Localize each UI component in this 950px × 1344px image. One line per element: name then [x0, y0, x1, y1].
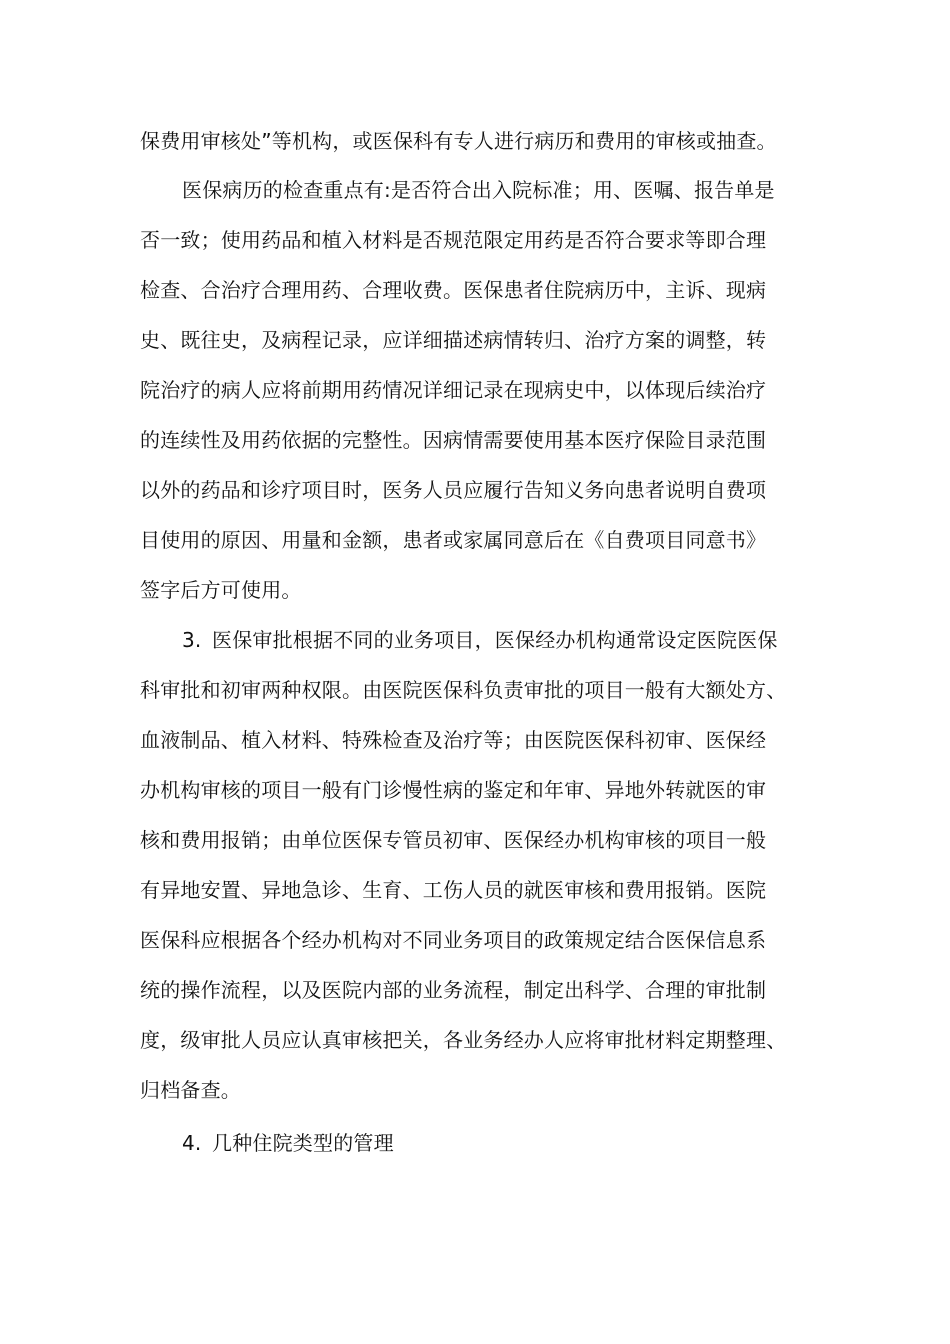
paragraph-line: 检查、合治疗合理用药、合理收费。医保患者住院病历中，主诉、现病	[140, 278, 767, 302]
list-number: 3.	[182, 628, 202, 652]
paragraph-line: 目使用的原因、用量和金额，患者或家属同意后在《自费项目同意书》	[140, 528, 767, 552]
paragraph-line: 统的操作流程，以及医院内部的业务流程，制定出科学、合理的审批制	[140, 978, 767, 1002]
paragraph-line: 签字后方可使用。	[140, 578, 302, 602]
paragraph-line: 度，级审批人员应认真审核把关，各业务经办人应将审批材料定期整理、	[140, 1028, 787, 1052]
paragraph-line: 院治疗的病人应将前期用药情况详细记录在现病史中，以体现后续治疗	[140, 378, 767, 402]
list-item-3	[182, 626, 882, 654]
paragraph-line: 的连续性及用药依据的完整性。因病情需要使用基本医疗保险目录范围	[140, 428, 767, 452]
paragraph-line: 血液制品、植入材料、特殊检查及治疗等；由医院医保科初审、医保经	[140, 728, 767, 752]
paragraph-line: 医保病历的检查重点有:是否符合出入院标准；用、医嘱、报告单是	[182, 178, 775, 202]
section-heading: 几种住院类型的管理	[212, 1131, 394, 1155]
paragraph-line: 否一致；使用药品和植入材料是否规范限定用药是否符合要求等即合理	[140, 228, 767, 252]
paragraph-line: 以外的药品和诊疗项目时，医务人员应履行告知义务向患者说明自费项	[140, 478, 767, 502]
paragraph-line: 归档备查。	[140, 1078, 241, 1102]
paragraph-line: 核和费用报销；由单位医保专管员初审、医保经办机构审核的项目一般	[140, 828, 767, 852]
paragraph-line: 有异地安置、异地急诊、生育、工伤人员的就医审核和费用报销。医院	[140, 878, 767, 902]
paragraph-line: 医保科应根据各个经办机构对不同业务项目的政策规定结合医保信息系	[140, 928, 767, 952]
paragraph-line: 保费用审核处”等机构，或医保科有专人进行病历和费用的审核或抽查。	[140, 129, 777, 153]
list-item-4	[182, 1129, 882, 1157]
paragraph-line: 科审批和初审两种权限。由医院医保科负责审批的项目一般有大额处方、	[140, 678, 787, 702]
paragraph-line: 史、既往史，及病程记录，应详细描述病情转归、治疗方案的调整，转	[140, 328, 767, 352]
list-number: 4.	[182, 1131, 202, 1155]
paragraph-line: 医保审批根据不同的业务项目，医保经办机构通常设定医院医保	[212, 628, 778, 652]
paragraph-line: 办机构审核的项目一般有门诊慢性病的鉴定和年审、异地外转就医的审	[140, 778, 767, 802]
